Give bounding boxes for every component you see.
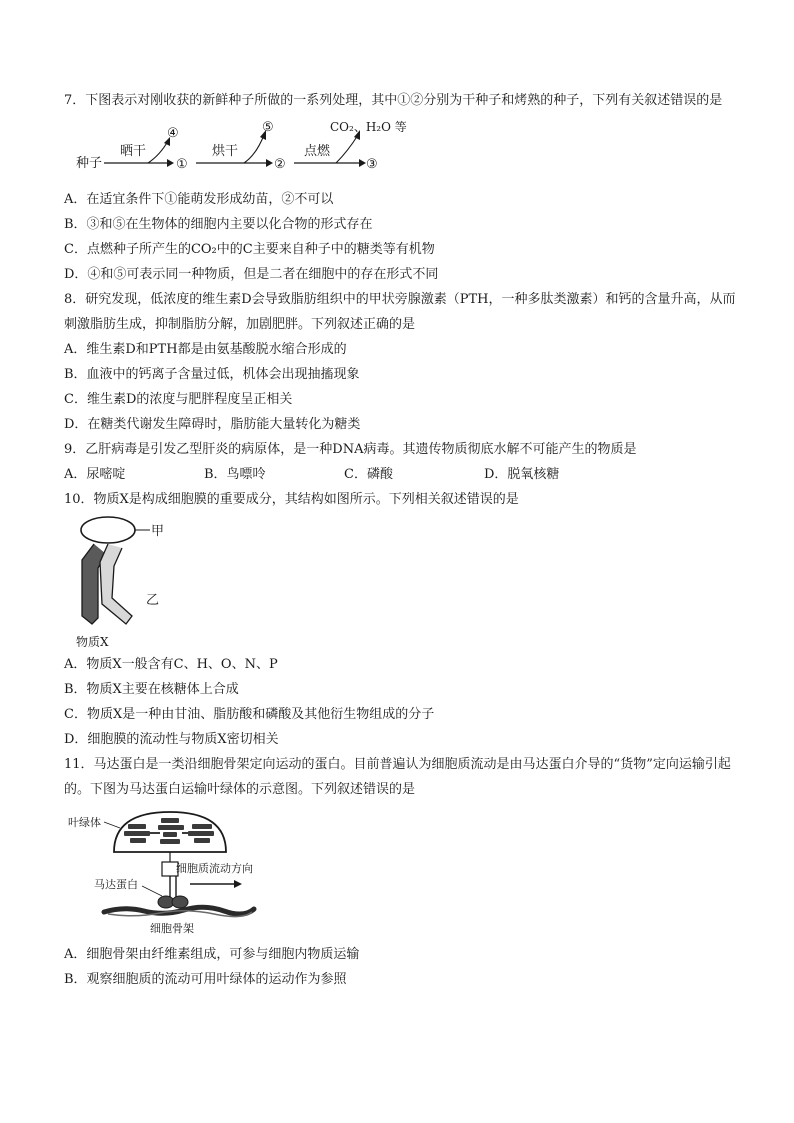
label-skeleton: 细胞骨架 xyxy=(150,922,194,935)
question-7-option-a[interactable]: A．在适宜条件下①能萌发形成幼苗，②不可以 xyxy=(64,192,334,207)
label-n1: ① xyxy=(176,157,188,172)
label-flow: 细胞质流动方向 xyxy=(176,862,253,875)
question-7-stem: 7．下图表示对刚收获的新鲜种子所做的一系列处理，其中①②分别为干种子和烤熟的种子，下列有关叙述错误的是 xyxy=(64,93,723,108)
question-9-options xyxy=(64,462,744,487)
label-jia: 甲 xyxy=(151,524,165,539)
question-8-option-a[interactable]: A．维生素D和PTH都是由氨基酸脱水缩合形成的 xyxy=(64,342,347,357)
question-7-option-d[interactable]: D．④和⑤可表示同一种物质，但是二者在细胞中的存在形式不同 xyxy=(64,267,439,282)
question-11-option-b[interactable]: B．观察细胞质的流动可用叶绿体的运动作为参照 xyxy=(64,972,347,987)
question-10-option-c[interactable]: C．物质X是一种由甘油、脂肪酸和磷酸及其他衍生物组成的分子 xyxy=(64,707,435,722)
question-10-figure xyxy=(64,512,744,652)
tail-right-icon xyxy=(100,544,132,624)
phospholipid-diagram xyxy=(64,512,224,652)
seed-processing-diagram xyxy=(64,115,424,187)
label-products: CO₂、H₂O 等 xyxy=(330,120,407,134)
motor-protein-diagram xyxy=(64,804,294,942)
label-burn: 点燃 xyxy=(304,144,331,159)
question-11-option-a[interactable]: A．细胞骨架由纤维素组成，可参与细胞内物质运输 xyxy=(64,947,360,962)
question-8 xyxy=(64,287,744,437)
question-8-option-c[interactable]: C．维生素D的浓度与肥胖程度呈正相关 xyxy=(64,392,293,407)
question-9-option-c[interactable]: C．磷酸 xyxy=(344,467,393,482)
question-7-option-c[interactable]: C．点燃种子所产生的CO₂中的C主要来自种子中的糖类等有机物 xyxy=(64,242,435,257)
question-7-option-b[interactable]: B．③和⑤在生物体的细胞内主要以化合物的形式存在 xyxy=(64,217,373,232)
label-yi: 乙 xyxy=(146,593,160,608)
question-11-figure xyxy=(64,804,744,942)
question-10-stem: 10．物质X是构成细胞膜的重要成分，其结构如图所示。下列相关叙述错误的是 xyxy=(64,492,519,507)
question-10-option-a[interactable]: A．物质X一般含有C、H、O、N、P xyxy=(64,657,278,672)
question-10 xyxy=(64,487,744,752)
label-n2: ② xyxy=(274,157,286,172)
question-11 xyxy=(64,752,744,992)
question-8-option-d[interactable]: D．在糖类代谢发生障碍时，脂肪能大量转化为糖类 xyxy=(64,417,361,432)
label-motor: 马达蛋白 xyxy=(94,878,138,891)
question-11-stem: 11．马达蛋白是一类沿细胞骨架定向运动的蛋白。目前普遍认为细胞质流动是由马达蛋白介导的“货物”定向运输引起的。下图为马达蛋白运输叶绿体的示意图。下列叙述错误的是 xyxy=(64,757,731,797)
question-7 xyxy=(64,88,744,287)
label-n4: ④ xyxy=(167,126,179,141)
label-n3: ③ xyxy=(366,157,378,172)
question-9-option-b[interactable]: B．鸟嘌呤 xyxy=(204,467,266,482)
question-9-option-d[interactable]: D．脱氧核糖 xyxy=(484,467,560,482)
hydrophilic-head-icon xyxy=(81,517,135,543)
question-9 xyxy=(64,437,744,487)
exam-page xyxy=(64,88,744,992)
question-8-stem: 8．研究发现，低浓度的维生素D会导致脂肪组织中的甲状旁腺激素（PTH，一种多肽类激素）和钙的含量升高，从而刺激脂肪生成，抑制脂肪分解，加剧肥胖。下列叙述正确的是 xyxy=(64,292,736,332)
label-seed: 种子 xyxy=(76,156,103,171)
question-10-option-b[interactable]: B．物质X主要在核糖体上合成 xyxy=(64,682,239,697)
figure-caption: 物质X xyxy=(76,635,109,649)
label-bake: 烘干 xyxy=(212,144,239,159)
question-9-stem: 9．乙肝病毒是引发乙型肝炎的病原体，是一种DNA病毒。其遗传物质彻底水解不可能产生的物质是 xyxy=(64,442,637,457)
label-dry: 晒干 xyxy=(120,144,147,159)
label-chloroplast: 叶绿体 xyxy=(68,816,101,829)
label-n5: ⑤ xyxy=(262,120,274,135)
question-7-figure xyxy=(64,115,744,187)
question-9-option-a[interactable]: A．尿嘧啶 xyxy=(64,467,126,482)
flow-arrow-icon xyxy=(234,880,242,888)
question-8-option-b[interactable]: B．血液中的钙离子含量过低，机体会出现抽搐现象 xyxy=(64,367,360,382)
question-10-option-d[interactable]: D．细胞膜的流动性与物质X密切相关 xyxy=(64,732,279,747)
